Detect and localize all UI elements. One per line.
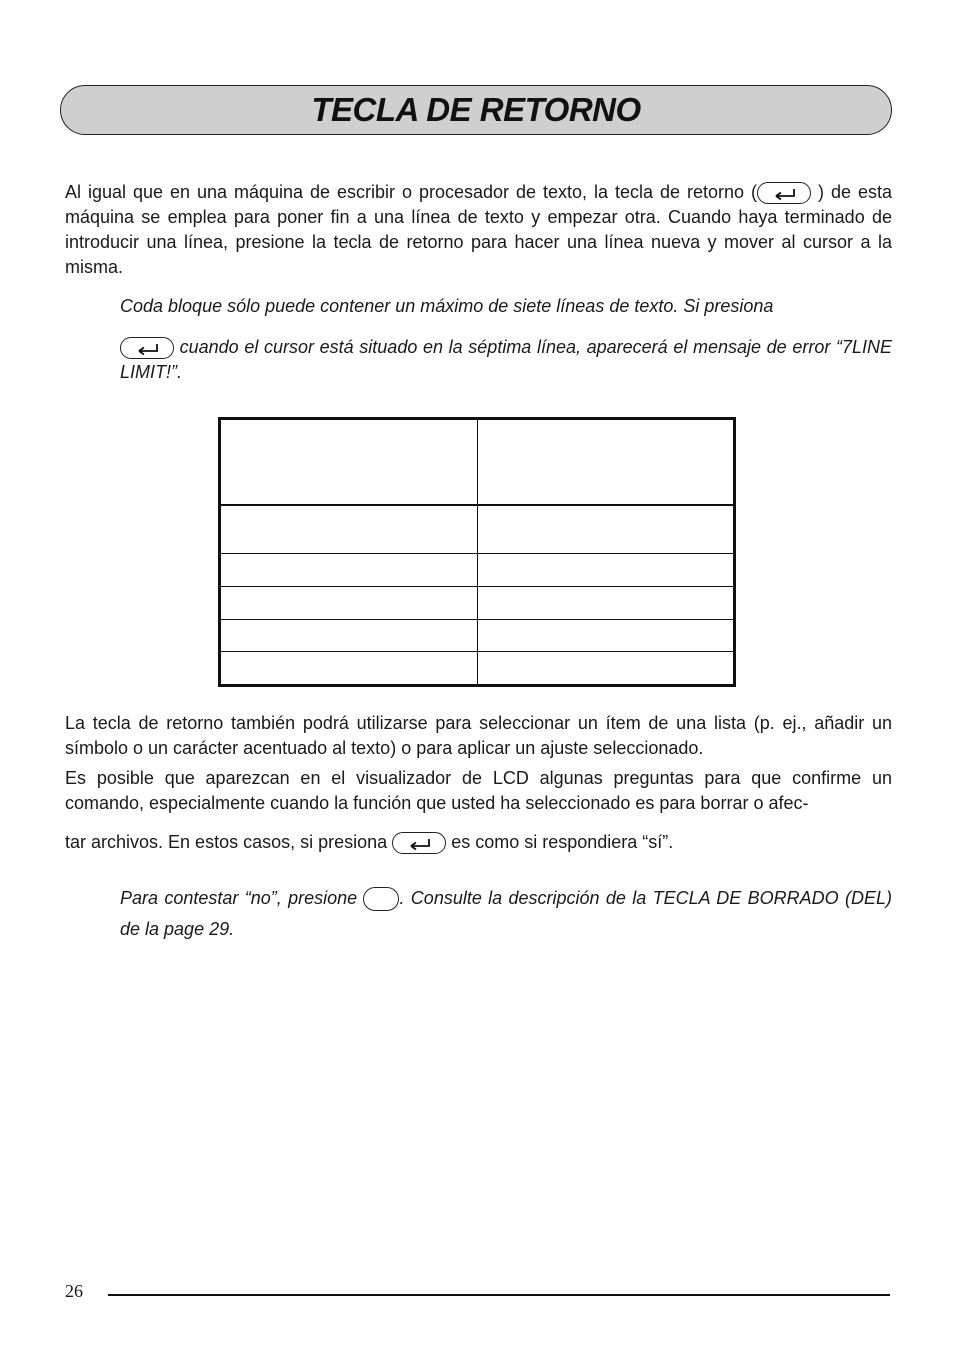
- paragraph-intro-text-a: Al igual que en una máquina de escribir o procesador de texto, la tecla de retorno (: [65, 182, 758, 202]
- note-line-limit: [120, 335, 892, 385]
- table-cell: [477, 619, 734, 652]
- footer-rule: [108, 1294, 890, 1296]
- paragraph-intro: [65, 180, 892, 280]
- table-row: [221, 420, 734, 506]
- table-cell: [477, 587, 734, 620]
- table-cell: [221, 587, 478, 620]
- table-cell: [477, 652, 734, 685]
- page-title: TECLA DE RETORNO: [311, 91, 641, 128]
- table-cell: [221, 619, 478, 652]
- del-key-icon: [363, 887, 399, 911]
- return-key-icon: [757, 182, 811, 204]
- note-answer-no-text-b: . Consulte la descripción de la TECLA DE BORRADO (DEL) de la page 29.: [120, 888, 892, 939]
- paragraph-confirm-text-a: tar archivos. En estos casos, si presiona: [65, 832, 388, 852]
- table-row: [221, 619, 734, 652]
- table-row: [221, 652, 734, 685]
- lcd-example-table: [218, 417, 736, 687]
- return-key-icon: [120, 337, 174, 359]
- note-answer-no: [120, 883, 892, 945]
- note-line-limit-line1: Coda bloque sólo puede contener un máximo de siete líneas de texto. Si presiona: [120, 296, 774, 316]
- table-cell: [221, 505, 478, 554]
- table-cell: [221, 652, 478, 685]
- table-cell: [221, 554, 478, 587]
- note-answer-no-text-a: Para contestar “no”, presione: [120, 888, 358, 908]
- paragraph-select-item: La tecla de retorno también podrá utilizarse para seleccionar un ítem de una lista (p. ej., añadir un símbolo o un carácter acentuado al texto) o para aplicar un ajuste seleccionado.: [65, 713, 892, 758]
- table-cell: [477, 554, 734, 587]
- table-row: [221, 554, 734, 587]
- paragraph-intro-text-b: ) de esta máquina se emplea para poner fin a una línea de texto y empezar otra. Cuando haya terminado de introducir una línea, presione la tecla de retorno para hacer una línea nueva y mover al cursor a la misma.: [65, 182, 892, 277]
- table-row: [221, 505, 734, 554]
- note-line-limit-text: cuando el cursor está situado en la séptima línea, aparecerá el mensaje de error “7LINE LIMIT!”.: [120, 337, 892, 382]
- page-number: 26: [65, 1281, 83, 1301]
- table-row: [221, 587, 734, 620]
- section-title-bar: [60, 85, 892, 135]
- table-cell: [477, 505, 734, 554]
- paragraph-confirm: [65, 830, 892, 855]
- table-cell: [221, 420, 478, 506]
- return-key-icon: [392, 832, 446, 854]
- table-cell: [477, 420, 734, 506]
- paragraph-confirm-line1: Es posible que aparezcan en el visualizador de LCD algunas preguntas para que confirme un comando, especialmente cuando la función que usted ha seleccionado es para borrar o afec-: [65, 768, 892, 813]
- paragraph-confirm-text-b: es como si respondiera “sí”.: [451, 832, 674, 852]
